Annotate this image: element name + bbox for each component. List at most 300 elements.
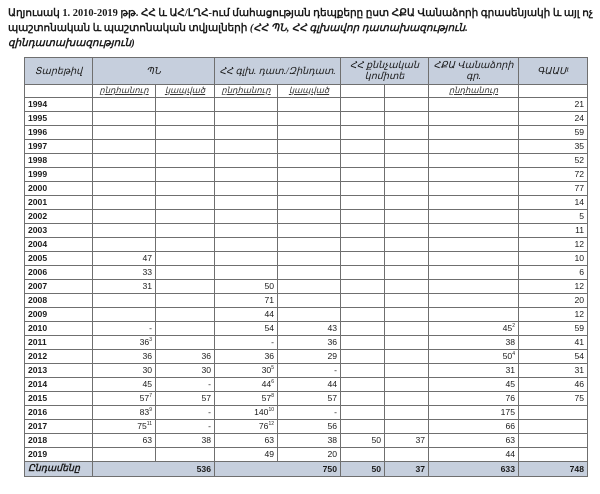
value-cell [429,126,519,140]
cell-value: 44 [505,449,515,459]
year-cell: 2005 [25,252,93,266]
value-cell [385,434,429,448]
cell-value: 38 [505,337,515,347]
cell-value: 52 [574,155,584,165]
cell-value: 30 [201,365,211,375]
value-cell [156,378,215,392]
table-row [25,182,588,196]
value-cell [93,420,156,434]
value-cell [519,280,588,294]
value-cell [341,98,385,112]
value-cell [215,112,278,126]
year-cell: 1996 [25,126,93,140]
value-cell [385,350,429,364]
total-investigative-b: 37 [385,462,429,477]
cell-value: 10 [574,253,584,263]
footnote-ref: 2 [512,323,515,329]
value-cell [519,448,588,462]
table-row [25,434,588,448]
value-cell [278,210,341,224]
cell-value: 31 [574,365,584,375]
value-cell [385,308,429,322]
value-cell [278,266,341,280]
value-cell [93,406,156,420]
cell-value: 46 [574,379,584,389]
value-cell [429,140,519,154]
cell-value: 12 [574,239,584,249]
value-cell [519,406,588,420]
value-cell [341,448,385,462]
value-cell [385,448,429,462]
value-cell [519,112,588,126]
footnote-ref: 10 [268,407,274,413]
value-cell [385,406,429,420]
value-cell [519,238,588,252]
cell-value: 12 [574,309,584,319]
table-row [25,392,588,406]
value-cell [278,280,341,294]
value-cell [429,224,519,238]
cell-value: 38 [327,435,337,445]
value-cell [278,420,341,434]
cell-value: 83 [139,407,150,417]
year-cell: 2003 [25,224,93,238]
footnote-ref: 7 [149,393,152,399]
value-cell [519,224,588,238]
value-cell [341,308,385,322]
table-row [25,364,588,378]
cell-value: 66 [505,421,515,431]
value-cell [156,168,215,182]
cell-value: 45 [505,379,515,389]
table-row [25,112,588,126]
value-cell [156,350,215,364]
year-cell: 2000 [25,182,93,196]
cell-value: - [149,323,152,333]
cell-value: 175 [500,407,515,417]
value-cell [519,336,588,350]
value-cell [93,182,156,196]
value-cell [385,322,429,336]
value-cell [385,168,429,182]
value-cell [341,252,385,266]
value-cell [156,140,215,154]
cell-value: 47 [142,253,152,263]
value-cell [341,224,385,238]
value-cell [215,420,278,434]
year-cell: 2015 [25,392,93,406]
value-cell [429,182,519,196]
value-cell [429,154,519,168]
cell-value: 41 [574,337,584,347]
value-cell [215,448,278,462]
value-cell [156,322,215,336]
cell-value: 57 [261,393,272,403]
value-cell [215,224,278,238]
table-row [25,420,588,434]
value-cell [215,350,278,364]
value-cell [278,448,341,462]
value-cell [429,196,519,210]
cell-value: 30 [261,365,272,375]
cell-value: 44 [327,379,337,389]
value-cell [93,210,156,224]
cell-value: 35 [574,141,584,151]
value-cell [519,434,588,448]
cell-value: 36 [264,351,274,361]
cell-value: 38 [201,435,211,445]
value-cell [341,322,385,336]
value-cell [215,266,278,280]
cell-value: 77 [574,183,584,193]
value-cell [429,364,519,378]
value-cell [341,154,385,168]
cell-value: 76 [505,393,515,403]
value-cell [156,392,215,406]
value-cell [341,420,385,434]
value-cell [215,140,278,154]
value-cell [341,378,385,392]
subheader-empty [25,85,93,98]
value-cell [385,182,429,196]
value-cell [215,308,278,322]
cell-value: 50 [371,435,381,445]
year-cell: 2006 [25,266,93,280]
value-cell [341,336,385,350]
value-cell [429,378,519,392]
table-row [25,196,588,210]
value-cell [93,112,156,126]
value-cell [429,448,519,462]
header-ngo: ԳԱԱՍ¹ [519,58,588,85]
value-cell [385,224,429,238]
value-cell [215,378,278,392]
total-hca: 633 [429,462,519,477]
value-cell [215,392,278,406]
value-cell [385,154,429,168]
value-cell [156,238,215,252]
value-cell [93,350,156,364]
cell-value: 44 [261,379,272,389]
table-row [25,308,588,322]
value-cell [93,448,156,462]
value-cell [278,322,341,336]
year-cell: 2017 [25,420,93,434]
cell-value: 57 [327,393,337,403]
value-cell [93,322,156,336]
value-cell [93,336,156,350]
value-cell [215,294,278,308]
cell-value: 20 [327,449,337,459]
table-row [25,378,588,392]
value-cell [278,434,341,448]
cell-value: 5 [579,211,584,221]
header-mod: ՊՆ [93,58,215,85]
value-cell [278,238,341,252]
cell-value: 30 [142,365,152,375]
value-cell [93,364,156,378]
value-cell [93,196,156,210]
value-cell [385,392,429,406]
value-cell [429,294,519,308]
cell-value: 59 [574,127,584,137]
subheader-hca-total: ընդհանուր [429,85,519,98]
cell-value: 12 [574,281,584,291]
value-cell [93,266,156,280]
value-cell [156,280,215,294]
value-cell [341,168,385,182]
value-cell [385,252,429,266]
value-cell [341,406,385,420]
value-cell [93,140,156,154]
value-cell [156,252,215,266]
footnote-ref: 11 [146,421,152,427]
value-cell [93,224,156,238]
value-cell [278,98,341,112]
value-cell [519,210,588,224]
year-cell: 1997 [25,140,93,154]
year-cell: 1995 [25,112,93,126]
cell-value: 37 [415,435,425,445]
table-row [25,294,588,308]
table-row [25,140,588,154]
value-cell [429,112,519,126]
table-row [25,322,588,336]
footnote-ref: 3 [149,337,152,343]
value-cell [278,406,341,420]
value-cell [519,252,588,266]
value-cell [93,392,156,406]
header-investigative: ՀՀ քննչական կոմիտե [341,58,429,85]
table-row [25,280,588,294]
year-cell: 2004 [25,238,93,252]
year-cell: 2011 [25,336,93,350]
value-cell [341,392,385,406]
value-cell [385,98,429,112]
value-cell [385,266,429,280]
cell-value: 36 [142,351,152,361]
footnote-ref: 5 [271,365,274,371]
value-cell [519,294,588,308]
value-cell [278,294,341,308]
cell-value: 31 [142,281,152,291]
table-row [25,406,588,420]
value-cell [278,196,341,210]
value-cell [429,210,519,224]
subheader-empty [341,85,385,98]
value-cell [341,210,385,224]
value-cell [215,406,278,420]
table-row [25,252,588,266]
value-cell [429,420,519,434]
value-cell [215,336,278,350]
total-mod: 536 [93,462,215,477]
value-cell [385,280,429,294]
cell-value: 54 [574,351,584,361]
deaths-table [24,57,588,477]
value-cell [429,308,519,322]
table-row [25,266,588,280]
cell-value: - [208,379,211,389]
cell-value: 44 [264,309,274,319]
header-year: Տարեթիվ [25,58,93,85]
value-cell [278,224,341,238]
value-cell [519,140,588,154]
value-cell [429,280,519,294]
value-cell [156,336,215,350]
value-cell [429,350,519,364]
value-cell [215,182,278,196]
table-row [25,336,588,350]
header-prosecutor: ՀՀ գլխ. դատ./Զինդատ. [215,58,341,85]
year-cell: 2012 [25,350,93,364]
value-cell [156,448,215,462]
value-cell [215,280,278,294]
value-cell [156,406,215,420]
value-cell [341,350,385,364]
cell-value: 63 [505,435,515,445]
year-cell: 1994 [25,98,93,112]
value-cell [215,98,278,112]
cell-value: 11 [575,225,584,235]
value-cell [93,98,156,112]
cell-value: - [271,337,274,347]
value-cell [215,252,278,266]
value-cell [519,182,588,196]
year-cell: 2008 [25,294,93,308]
value-cell [341,112,385,126]
value-cell [93,294,156,308]
value-cell [93,154,156,168]
value-cell [278,112,341,126]
footnote-ref: 8 [271,393,274,399]
value-cell [385,378,429,392]
cell-value: 29 [327,351,337,361]
year-cell: 2013 [25,364,93,378]
cell-value: 71 [264,295,274,305]
cell-value: 56 [327,421,337,431]
value-cell [215,238,278,252]
value-cell [519,98,588,112]
cell-value: 49 [264,449,274,459]
year-cell: 2010 [25,322,93,336]
value-cell [156,98,215,112]
year-cell: 1998 [25,154,93,168]
year-cell: 2019 [25,448,93,462]
table-row [25,224,588,238]
table-row [25,350,588,364]
value-cell [278,364,341,378]
value-cell [341,182,385,196]
value-cell [385,294,429,308]
value-cell [341,196,385,210]
table-row [25,154,588,168]
value-cell [385,336,429,350]
value-cell [519,266,588,280]
year-cell: 1999 [25,168,93,182]
caption-note: (ՀՀ ՊՆ, ՀՀ գլխավոր դատախազություն. զինդատախազություն) [8,23,468,49]
cell-value: 63 [142,435,152,445]
value-cell [519,364,588,378]
value-cell [429,322,519,336]
value-cell [341,126,385,140]
header-hca: ՀՔԱ Վանաձորի գր. [429,58,519,85]
value-cell [341,364,385,378]
value-cell [156,420,215,434]
value-cell [215,210,278,224]
value-cell [93,252,156,266]
value-cell [519,420,588,434]
cell-value: 45 [142,379,152,389]
value-cell [385,112,429,126]
table-row [25,168,588,182]
total-prosecutor: 750 [215,462,341,477]
value-cell [156,434,215,448]
cell-value: 45 [502,323,513,333]
subheader-mod-total: ընդհանուր [93,85,156,98]
value-cell [341,140,385,154]
total-investigative-a: 50 [341,462,385,477]
cell-value: - [334,365,337,375]
cell-value: 14 [574,197,584,207]
cell-value: 76 [258,421,269,431]
value-cell [385,420,429,434]
value-cell [278,252,341,266]
cell-value: 75 [137,421,147,431]
value-cell [156,210,215,224]
value-cell [215,196,278,210]
cell-value: - [208,421,211,431]
value-cell [429,406,519,420]
table-row [25,126,588,140]
footnote-ref: 4 [512,351,515,357]
value-cell [93,280,156,294]
value-cell [519,196,588,210]
total-ngo: 748 [519,462,588,477]
totals-row [25,462,588,477]
value-cell [93,126,156,140]
year-cell: 2018 [25,434,93,448]
year-cell: 2007 [25,280,93,294]
cell-value: 50 [502,351,513,361]
value-cell [385,140,429,154]
value-cell [156,364,215,378]
cell-value: 63 [264,435,274,445]
value-cell [341,238,385,252]
value-cell [93,378,156,392]
year-cell: 2002 [25,210,93,224]
value-cell [278,182,341,196]
cell-value: 36 [139,337,150,347]
value-cell [519,168,588,182]
value-cell [156,196,215,210]
value-cell [93,308,156,322]
year-cell: 2009 [25,308,93,322]
header-row [25,58,588,85]
value-cell [429,266,519,280]
value-cell [341,294,385,308]
value-cell [519,154,588,168]
value-cell [519,308,588,322]
table-row [25,98,588,112]
value-cell [278,168,341,182]
value-cell [278,392,341,406]
value-cell [429,392,519,406]
value-cell [93,434,156,448]
value-cell [341,280,385,294]
value-cell [215,154,278,168]
value-cell [341,266,385,280]
